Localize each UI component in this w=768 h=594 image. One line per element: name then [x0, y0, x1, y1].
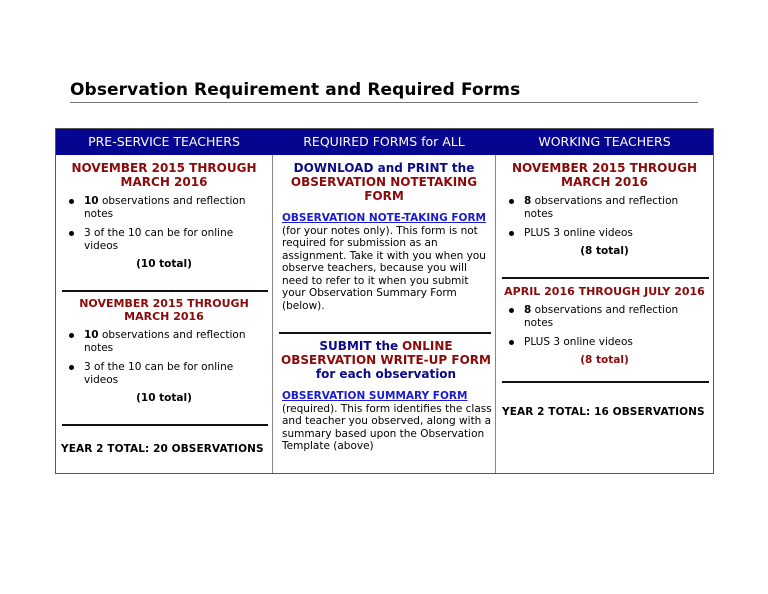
working-period-2: APRIL 2016 THROUGH JULY 2016: [504, 285, 705, 298]
working-total-1: (8 total): [580, 245, 629, 257]
list-item: 8 observations and reflection notes: [496, 195, 709, 221]
notetaking-form-link[interactable]: OBSERVATION NOTE-TAKING FORM: [282, 212, 486, 224]
pre-service-total-2: (10 total): [136, 392, 192, 404]
working-teachers-column: [496, 155, 713, 473]
summary-block: [282, 390, 492, 453]
working-list-1: [496, 195, 709, 246]
pre-service-list-1: [56, 195, 268, 259]
working-period-1: NOVEMBER 2015 THROUGH MARCH 2016: [512, 161, 697, 189]
working-total-2: (8 total): [580, 354, 629, 366]
required-forms-column: [273, 155, 495, 473]
working-list-2: [496, 304, 709, 355]
header-pre-service: PRE-SERVICE TEACHERS: [88, 134, 240, 149]
list-item: 8 observations and reflection notes: [496, 304, 709, 330]
page-title: Observation Requirement and Required Forms: [70, 80, 698, 103]
list-item: 3 of the 10 can be for online videos: [56, 227, 268, 253]
list-item: 10 observations and reflection notes: [56, 195, 268, 221]
header-working-teachers: WORKING TEACHERS: [538, 134, 671, 149]
list-item: PLUS 3 online videos: [496, 336, 709, 349]
working-year-total: YEAR 2 TOTAL: 16 OBSERVATIONS: [502, 406, 705, 418]
summary-description: (required). This form identifies the class and teacher you observed, along with a summary based upon the Observation Template (above): [282, 402, 492, 452]
divider: [279, 332, 491, 334]
summary-form-link[interactable]: OBSERVATION SUMMARY FORM: [282, 390, 468, 402]
list-item: PLUS 3 online videos: [496, 227, 709, 240]
pre-service-column: [56, 155, 272, 473]
pre-service-list-2: [56, 329, 268, 393]
table-header: [56, 129, 713, 155]
list-item: 3 of the 10 can be for online videos: [56, 361, 268, 387]
notetaking-description: (for your notes only). This form is not required for submission as an assignment. Take it with you when you observe teachers, because you will need to refer to it when you submit your Observation Summary Form (below).: [282, 224, 486, 312]
pre-service-period-2: NOVEMBER 2015 THROUGH MARCH 2016: [79, 297, 249, 323]
pre-service-period-1: NOVEMBER 2015 THROUGH MARCH 2016: [71, 161, 257, 189]
submit-instruction: SUBMIT the ONLINE OBSERVATION WRITE-UP FORM for each observation: [281, 339, 491, 381]
divider: [502, 277, 709, 279]
pre-service-year-total: YEAR 2 TOTAL: 20 OBSERVATIONS: [61, 443, 264, 455]
notetaking-block: [282, 212, 492, 312]
download-instruction: DOWNLOAD and PRINT the OBSERVATION NOTETAKING FORM: [290, 161, 478, 203]
pre-service-total-1: (10 total): [136, 258, 192, 270]
divider: [62, 424, 268, 426]
requirements-table: [55, 128, 714, 474]
list-item: 10 observations and reflection notes: [56, 329, 268, 355]
divider: [62, 290, 268, 292]
divider: [502, 381, 709, 383]
header-required-forms: REQUIRED FORMS for ALL: [303, 134, 465, 149]
